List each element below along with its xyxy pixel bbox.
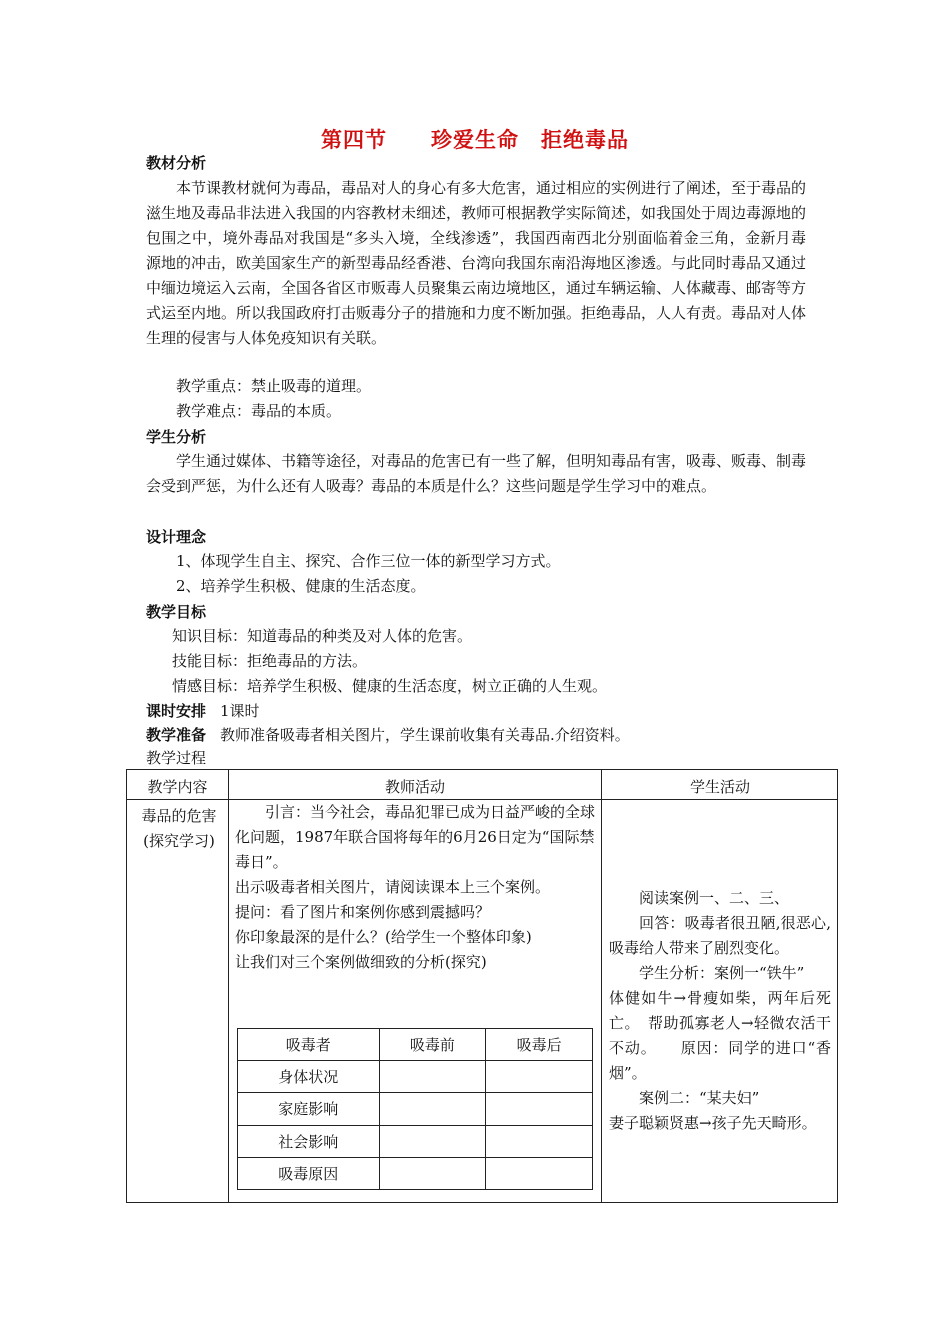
empty-cell — [486, 1157, 593, 1189]
material-analysis-paragraph: 本节课教材就何为毒品，毒品对人的身心有多大危害，通过相应的实例进行了阐述，至于毒品的滋生地及毒品非法进入我国的内容教材未细述，教师可根据教学实际简述，如我国处于周边毒源地的包围之中，境外毒品对我国是“多头入境，全线渗透”，我国西南西北分别面临着金三角，金新月毒源地的冲击，欧美国家生产的新型毒品经香港、台湾向我国东南沿海地区渗透。与此同时毒品又通过中缅边境运入云南，全国各省区市贩毒人员聚集云南边境地区，通过车辆运输、人体藏毒、邮寄等方式运至内地。所以我国政府打击贩毒分子的措施和力度不断加强。拒绝毒品，人人有责。毒品对人体生理的侵害与人体免疫知识有关联。 — [146, 179, 807, 347]
heading-design-concept: 设计理念 — [146, 528, 207, 546]
student-line: 学生分析：案例一“铁牛” — [639, 964, 805, 982]
student-line: 体健如牛→骨瘦如柴，两年后死亡。 帮助孤寡老人→轻微农活干不动。 原因：同学的进口“香烟”。 — [609, 989, 831, 1082]
inner-header: 吸毒前 — [379, 1029, 486, 1061]
empty-cell — [379, 1061, 486, 1093]
table-row — [238, 1029, 593, 1061]
empty-cell — [379, 1157, 486, 1189]
goal-item: 技能目标：拒绝毒品的方法。 — [172, 652, 368, 670]
table-row — [238, 1061, 593, 1093]
inner-header: 吸毒后 — [486, 1029, 593, 1061]
empty-cell — [486, 1093, 593, 1125]
row-label: 身体状况 — [238, 1061, 380, 1093]
empty-cell — [486, 1125, 593, 1157]
teacher-line: 你印象最深的是什么？(给学生一个整体印象) — [235, 928, 532, 946]
heading-material-analysis: 教材分析 — [146, 154, 207, 172]
row-label: 吸毒原因 — [238, 1157, 380, 1189]
difficulty-line: 教学难点：毒品的本质。 — [176, 402, 342, 420]
empty-cell — [486, 1061, 593, 1093]
heading-teaching-process: 教学过程 — [146, 749, 207, 767]
student-line: 妻子聪颖贤惠→孩子先天畸形。 — [609, 1114, 817, 1132]
row-label: 社会影响 — [238, 1125, 380, 1157]
student-line: 回答：吸毒者很丑陋,很恶心,吸毒给人带来了剧烈变化。 — [609, 914, 831, 957]
goal-item: 情感目标：培养学生积极、健康的生活态度，树立正确的人生观。 — [172, 677, 608, 695]
teacher-activity-cell — [235, 800, 595, 975]
schedule-line — [146, 699, 260, 724]
schedule-value: 1课时 — [220, 702, 260, 720]
table-row — [238, 1125, 593, 1157]
header-content: 教学内容 — [147, 778, 208, 796]
prep-heading: 教学准备 — [146, 726, 207, 744]
empty-cell — [379, 1093, 486, 1125]
student-line: 阅读案例一、二、三、 — [639, 889, 790, 907]
design-item: 2、培养学生积极、健康的生活态度。 — [176, 577, 426, 595]
goal-item: 知识目标：知道毒品的种类及对人体的危害。 — [172, 627, 473, 645]
key-point-line: 教学重点：禁止吸毒的道理。 — [176, 377, 372, 395]
header-teacher-activity: 教师活动 — [384, 778, 445, 796]
design-item: 1、体现学生自主、探究、合作三位一体的新型学习方式。 — [176, 552, 561, 570]
inner-header: 吸毒者 — [238, 1029, 380, 1061]
page-title: 第四节 珍爱生命 拒绝毒品 — [321, 128, 629, 152]
row-label: 家庭影响 — [238, 1093, 380, 1125]
student-activity-cell — [609, 886, 831, 1136]
table-row — [238, 1093, 593, 1125]
student-line: 案例二：“某夫妇” — [639, 1089, 760, 1107]
student-analysis-paragraph: 学生通过媒体、书籍等途径，对毒品的危害已有一些了解，但明知毒品有害，吸毒、贩毒、制毒会受到严惩，为什么还有人吸毒？毒品的本质是什么？这些问题是学生学习中的难点。 — [146, 452, 807, 495]
table-divider — [228, 770, 229, 1202]
content-cell: 毒品的危害(探究学习) — [141, 807, 217, 850]
table-divider — [601, 770, 602, 1202]
prep-value: 教师准备吸毒者相关图片，学生课前收集有关毒品.介绍资料。 — [220, 726, 630, 744]
teaching-process-table — [126, 769, 838, 1203]
heading-student-analysis: 学生分析 — [146, 428, 207, 446]
teacher-line: 提问：看了图片和案例你感到震撼吗？ — [235, 903, 491, 921]
empty-cell — [379, 1125, 486, 1157]
teacher-line: 让我们对三个案例做细致的分析(探究) — [235, 953, 487, 971]
table-row — [238, 1157, 593, 1189]
schedule-heading: 课时安排 — [146, 702, 207, 720]
header-student-activity: 学生活动 — [689, 778, 750, 796]
analysis-table — [237, 1028, 593, 1190]
teacher-line: 引言：当今社会，毒品犯罪已成为日益严峻的全球化问题，1987年联合国将每年的6月26日定为“国际禁毒日”。 — [235, 803, 596, 871]
heading-teaching-goals: 教学目标 — [146, 603, 207, 621]
prep-line — [146, 723, 630, 748]
teacher-line: 出示吸毒者相关图片，请阅读课本上三个案例。 — [235, 878, 551, 896]
